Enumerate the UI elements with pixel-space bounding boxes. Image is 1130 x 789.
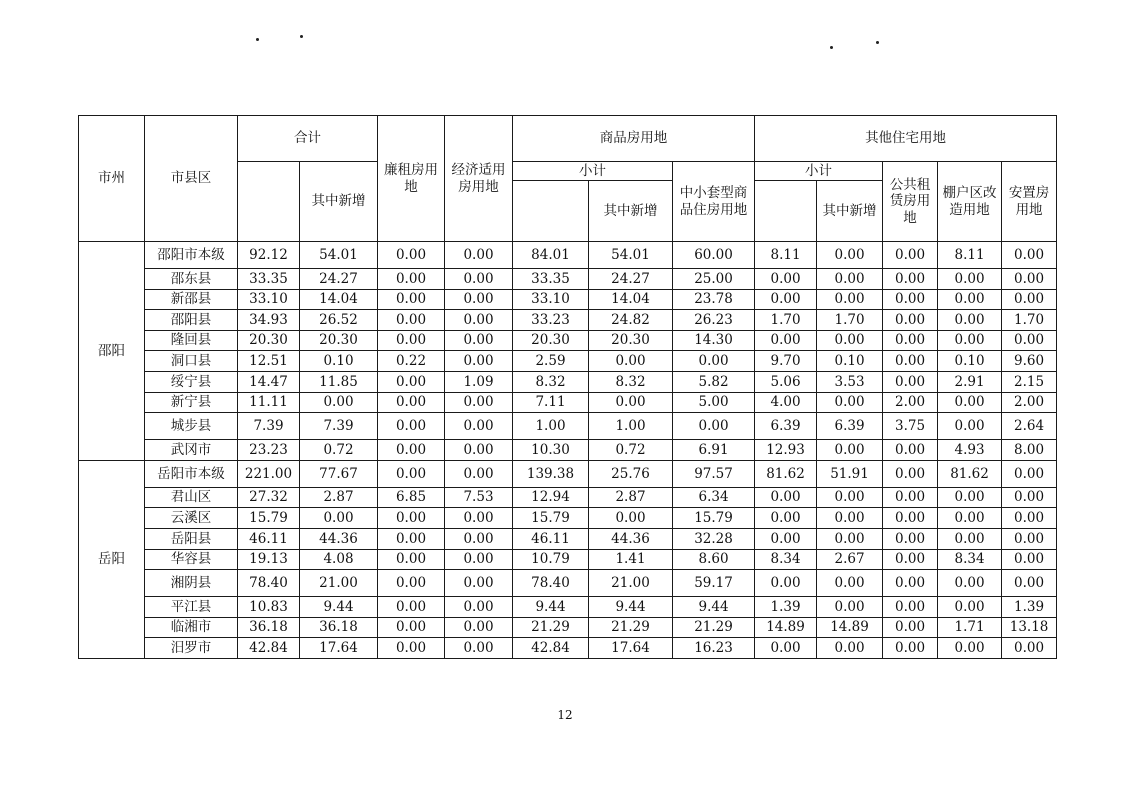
header-other-sum [755,181,817,242]
table-row [79,460,1057,487]
value-cell: 4.93 [938,440,1002,461]
county-cell: 岳阳县 [145,528,238,549]
value-cell: 8.32 [513,371,589,392]
value-cell: 6.85 [378,487,445,508]
table-row [79,549,1057,570]
value-cell: 20.30 [238,330,300,351]
value-cell: 8.34 [755,549,817,570]
value-cell: 0.00 [378,330,445,351]
value-cell: 0.00 [1002,570,1057,597]
header-commercial: 商品房用地 [513,116,755,162]
value-cell: 0.00 [445,242,513,269]
value-cell: 0.00 [817,392,883,413]
value-cell: 10.83 [238,597,300,618]
county-cell: 新宁县 [145,392,238,413]
value-cell: 0.00 [817,597,883,618]
value-cell: 14.04 [300,289,378,310]
value-cell: 0.00 [378,440,445,461]
value-cell: 51.91 [817,460,883,487]
value-cell: 0.00 [445,549,513,570]
city-cell: 邵阳 [79,242,145,461]
county-cell: 临湘市 [145,617,238,638]
value-cell: 23.78 [673,289,755,310]
table-row [79,371,1057,392]
value-cell: 0.00 [445,460,513,487]
value-cell: 0.00 [300,508,378,529]
value-cell: 0.00 [883,597,938,618]
table-row [79,440,1057,461]
value-cell: 9.44 [300,597,378,618]
value-cell: 14.47 [238,371,300,392]
value-cell: 15.79 [513,508,589,529]
value-cell: 0.00 [445,638,513,659]
value-cell: 25.00 [673,269,755,290]
county-cell: 绥宁县 [145,371,238,392]
county-cell: 华容县 [145,549,238,570]
value-cell: 1.70 [1002,310,1057,331]
value-cell: 1.39 [755,597,817,618]
value-cell: 9.60 [1002,351,1057,372]
value-cell: 5.06 [755,371,817,392]
value-cell: 44.36 [589,528,673,549]
county-cell: 隆回县 [145,330,238,351]
value-cell: 0.00 [445,508,513,529]
county-cell: 邵阳县 [145,310,238,331]
header-total-sum [238,162,300,242]
value-cell: 0.00 [1002,242,1057,269]
housing-land-table [78,115,1057,659]
value-cell: 0.00 [817,487,883,508]
value-cell: 0.00 [378,371,445,392]
table-row [79,413,1057,440]
header-commercial-new: 其中新增 [589,181,673,242]
table-row [79,289,1057,310]
value-cell: 36.18 [300,617,378,638]
value-cell: 2.87 [589,487,673,508]
value-cell: 0.00 [300,392,378,413]
header-commercial-sub: 小计 [513,162,673,181]
value-cell: 0.00 [1002,549,1057,570]
value-cell: 0.00 [755,487,817,508]
value-cell: 27.32 [238,487,300,508]
value-cell: 0.00 [589,392,673,413]
value-cell: 9.44 [513,597,589,618]
county-cell: 城步县 [145,413,238,440]
value-cell: 1.70 [817,310,883,331]
value-cell: 54.01 [300,242,378,269]
value-cell: 0.00 [883,310,938,331]
value-cell: 4.00 [755,392,817,413]
value-cell: 0.00 [378,597,445,618]
value-cell: 0.00 [817,330,883,351]
value-cell: 0.00 [1002,528,1057,549]
value-cell: 11.85 [300,371,378,392]
value-cell: 15.79 [673,508,755,529]
value-cell: 0.10 [817,351,883,372]
value-cell: 0.00 [445,597,513,618]
value-cell: 0.00 [817,528,883,549]
value-cell: 2.67 [817,549,883,570]
value-cell: 33.10 [238,289,300,310]
value-cell: 0.22 [378,351,445,372]
value-cell: 2.15 [1002,371,1057,392]
value-cell: 0.00 [883,549,938,570]
table-row [79,330,1057,351]
value-cell: 0.00 [445,351,513,372]
value-cell: 34.93 [238,310,300,331]
value-cell: 0.00 [1002,460,1057,487]
value-cell: 139.38 [513,460,589,487]
value-cell: 4.08 [300,549,378,570]
value-cell: 32.28 [673,528,755,549]
value-cell: 78.40 [238,570,300,597]
value-cell: 8.11 [938,242,1002,269]
value-cell: 14.89 [755,617,817,638]
county-cell: 湘阴县 [145,570,238,597]
header-county: 市县区 [145,116,238,242]
value-cell: 8.60 [673,549,755,570]
table-row [79,638,1057,659]
value-cell: 17.64 [300,638,378,659]
value-cell: 0.00 [817,508,883,529]
value-cell: 97.57 [673,460,755,487]
value-cell: 0.00 [938,487,1002,508]
value-cell: 26.23 [673,310,755,331]
value-cell: 25.76 [589,460,673,487]
table-row [79,508,1057,529]
value-cell: 19.13 [238,549,300,570]
value-cell: 0.00 [938,330,1002,351]
value-cell: 6.39 [817,413,883,440]
value-cell: 13.18 [1002,617,1057,638]
value-cell: 0.00 [883,289,938,310]
value-cell: 33.10 [513,289,589,310]
value-cell: 0.00 [883,570,938,597]
value-cell: 0.00 [378,570,445,597]
value-cell: 0.00 [883,371,938,392]
value-cell: 11.11 [238,392,300,413]
value-cell: 0.00 [938,528,1002,549]
value-cell: 7.53 [445,487,513,508]
value-cell: 2.87 [300,487,378,508]
value-cell: 0.00 [378,310,445,331]
value-cell: 5.00 [673,392,755,413]
value-cell: 0.00 [445,310,513,331]
value-cell: 21.00 [300,570,378,597]
value-cell: 0.00 [883,460,938,487]
value-cell: 0.00 [938,570,1002,597]
table-row [79,351,1057,372]
value-cell: 14.04 [589,289,673,310]
value-cell: 10.79 [513,549,589,570]
county-cell: 邵东县 [145,269,238,290]
county-cell: 云溪区 [145,508,238,529]
value-cell: 7.39 [300,413,378,440]
value-cell: 81.62 [755,460,817,487]
value-cell: 2.91 [938,371,1002,392]
table-row [79,310,1057,331]
value-cell: 0.10 [300,351,378,372]
value-cell: 0.00 [938,413,1002,440]
value-cell: 0.00 [755,570,817,597]
value-cell: 33.35 [513,269,589,290]
value-cell: 0.00 [938,269,1002,290]
header-total: 合计 [238,116,378,162]
value-cell: 0.00 [938,597,1002,618]
value-cell: 0.00 [817,269,883,290]
value-cell: 1.00 [589,413,673,440]
value-cell: 0.00 [883,330,938,351]
value-cell: 1.71 [938,617,1002,638]
value-cell: 0.00 [378,508,445,529]
value-cell: 0.00 [938,392,1002,413]
value-cell: 7.11 [513,392,589,413]
value-cell: 221.00 [238,460,300,487]
value-cell: 0.00 [817,440,883,461]
value-cell: 21.00 [589,570,673,597]
value-cell: 54.01 [589,242,673,269]
value-cell: 9.44 [589,597,673,618]
value-cell: 0.00 [445,413,513,440]
county-cell: 邵阳市本级 [145,242,238,269]
value-cell: 46.11 [238,528,300,549]
header-other: 其他住宅用地 [755,116,1057,162]
value-cell: 0.00 [445,269,513,290]
value-cell: 0.00 [883,508,938,529]
value-cell: 77.67 [300,460,378,487]
value-cell: 0.00 [445,528,513,549]
value-cell: 0.00 [883,269,938,290]
table-row [79,487,1057,508]
county-cell: 君山区 [145,487,238,508]
value-cell: 36.18 [238,617,300,638]
table-row [79,528,1057,549]
value-cell: 0.72 [300,440,378,461]
header-lowrent: 廉租房用地 [378,116,445,242]
value-cell: 21.29 [513,617,589,638]
value-cell: 59.17 [673,570,755,597]
value-cell: 21.29 [673,617,755,638]
value-cell: 0.00 [1002,330,1057,351]
value-cell: 24.27 [300,269,378,290]
value-cell: 0.00 [938,289,1002,310]
value-cell: 0.00 [378,638,445,659]
header-city: 市州 [79,116,145,242]
value-cell: 3.53 [817,371,883,392]
value-cell: 0.00 [1002,508,1057,529]
value-cell: 0.00 [445,440,513,461]
table-header [79,116,1057,242]
value-cell: 0.00 [673,413,755,440]
value-cell: 0.00 [817,242,883,269]
value-cell: 0.00 [938,508,1002,529]
value-cell: 12.93 [755,440,817,461]
value-cell: 1.70 [755,310,817,331]
value-cell: 0.10 [938,351,1002,372]
value-cell: 0.00 [378,392,445,413]
value-cell: 0.00 [378,528,445,549]
value-cell: 0.00 [673,351,755,372]
value-cell: 0.00 [378,617,445,638]
header-affordable: 经济适用房用地 [445,116,513,242]
value-cell: 1.09 [445,371,513,392]
value-cell: 14.30 [673,330,755,351]
header-resettle: 安置房用地 [1002,162,1057,242]
value-cell: 7.39 [238,413,300,440]
value-cell: 1.39 [1002,597,1057,618]
value-cell: 0.00 [817,570,883,597]
county-cell: 岳阳市本级 [145,460,238,487]
value-cell: 21.29 [589,617,673,638]
value-cell: 0.00 [378,413,445,440]
value-cell: 42.84 [238,638,300,659]
value-cell: 17.64 [589,638,673,659]
value-cell: 0.00 [755,330,817,351]
value-cell: 24.27 [589,269,673,290]
value-cell: 0.00 [445,617,513,638]
header-total-new: 其中新增 [300,162,378,242]
table-row [79,242,1057,269]
value-cell: 81.62 [938,460,1002,487]
header-shanty: 棚户区改造用地 [938,162,1002,242]
value-cell: 0.00 [378,242,445,269]
value-cell: 0.00 [755,508,817,529]
value-cell: 3.75 [883,413,938,440]
value-cell: 0.00 [1002,269,1057,290]
header-other-sub: 小计 [755,162,883,181]
value-cell: 0.00 [445,392,513,413]
value-cell: 33.23 [513,310,589,331]
table-row [79,269,1057,290]
value-cell: 0.00 [755,269,817,290]
value-cell: 5.82 [673,371,755,392]
value-cell: 0.00 [378,289,445,310]
header-other-new: 其中新增 [817,181,883,242]
value-cell: 8.32 [589,371,673,392]
county-cell: 洞口县 [145,351,238,372]
value-cell: 0.00 [1002,289,1057,310]
value-cell: 0.00 [817,638,883,659]
value-cell: 23.23 [238,440,300,461]
value-cell: 84.01 [513,242,589,269]
value-cell: 15.79 [238,508,300,529]
value-cell: 1.00 [513,413,589,440]
value-cell: 16.23 [673,638,755,659]
value-cell: 2.64 [1002,413,1057,440]
value-cell: 0.00 [938,310,1002,331]
value-cell: 60.00 [673,242,755,269]
value-cell: 2.00 [1002,392,1057,413]
value-cell: 6.34 [673,487,755,508]
value-cell: 0.00 [1002,487,1057,508]
table-body [79,242,1057,659]
value-cell: 0.00 [1002,638,1057,659]
value-cell: 24.82 [589,310,673,331]
value-cell: 0.00 [755,289,817,310]
value-cell: 8.11 [755,242,817,269]
page-number: 12 [557,708,573,722]
header-commercial-small: 中小套型商品住房用地 [673,162,755,242]
county-cell: 汨罗市 [145,638,238,659]
value-cell: 0.00 [755,528,817,549]
value-cell: 78.40 [513,570,589,597]
table-row [79,392,1057,413]
value-cell: 2.00 [883,392,938,413]
county-cell: 新邵县 [145,289,238,310]
value-cell: 8.00 [1002,440,1057,461]
county-cell: 武冈市 [145,440,238,461]
value-cell: 0.00 [378,549,445,570]
value-cell: 0.00 [445,330,513,351]
county-cell: 平江县 [145,597,238,618]
value-cell: 0.00 [883,440,938,461]
value-cell: 12.94 [513,487,589,508]
value-cell: 20.30 [589,330,673,351]
value-cell: 0.00 [883,242,938,269]
value-cell: 0.72 [589,440,673,461]
value-cell: 6.91 [673,440,755,461]
value-cell: 0.00 [883,351,938,372]
value-cell: 0.00 [883,528,938,549]
value-cell: 0.00 [883,617,938,638]
value-cell: 0.00 [817,289,883,310]
value-cell: 0.00 [883,638,938,659]
value-cell: 20.30 [300,330,378,351]
value-cell: 20.30 [513,330,589,351]
table-row [79,617,1057,638]
value-cell: 8.34 [938,549,1002,570]
value-cell: 9.44 [673,597,755,618]
value-cell: 42.84 [513,638,589,659]
value-cell: 0.00 [445,570,513,597]
header-public-rental: 公共租赁房用地 [883,162,938,242]
header-commercial-sum [513,181,589,242]
value-cell: 2.59 [513,351,589,372]
table-row [79,570,1057,597]
value-cell: 0.00 [589,351,673,372]
value-cell: 0.00 [378,460,445,487]
value-cell: 92.12 [238,242,300,269]
value-cell: 9.70 [755,351,817,372]
value-cell: 0.00 [755,638,817,659]
value-cell: 1.41 [589,549,673,570]
value-cell: 0.00 [883,487,938,508]
value-cell: 26.52 [300,310,378,331]
value-cell: 44.36 [300,528,378,549]
table-row [79,597,1057,618]
value-cell: 46.11 [513,528,589,549]
value-cell: 0.00 [589,508,673,529]
value-cell: 0.00 [445,289,513,310]
value-cell: 33.35 [238,269,300,290]
value-cell: 6.39 [755,413,817,440]
value-cell: 10.30 [513,440,589,461]
value-cell: 12.51 [238,351,300,372]
value-cell: 0.00 [938,638,1002,659]
value-cell: 14.89 [817,617,883,638]
value-cell: 0.00 [378,269,445,290]
city-cell: 岳阳 [79,460,145,658]
